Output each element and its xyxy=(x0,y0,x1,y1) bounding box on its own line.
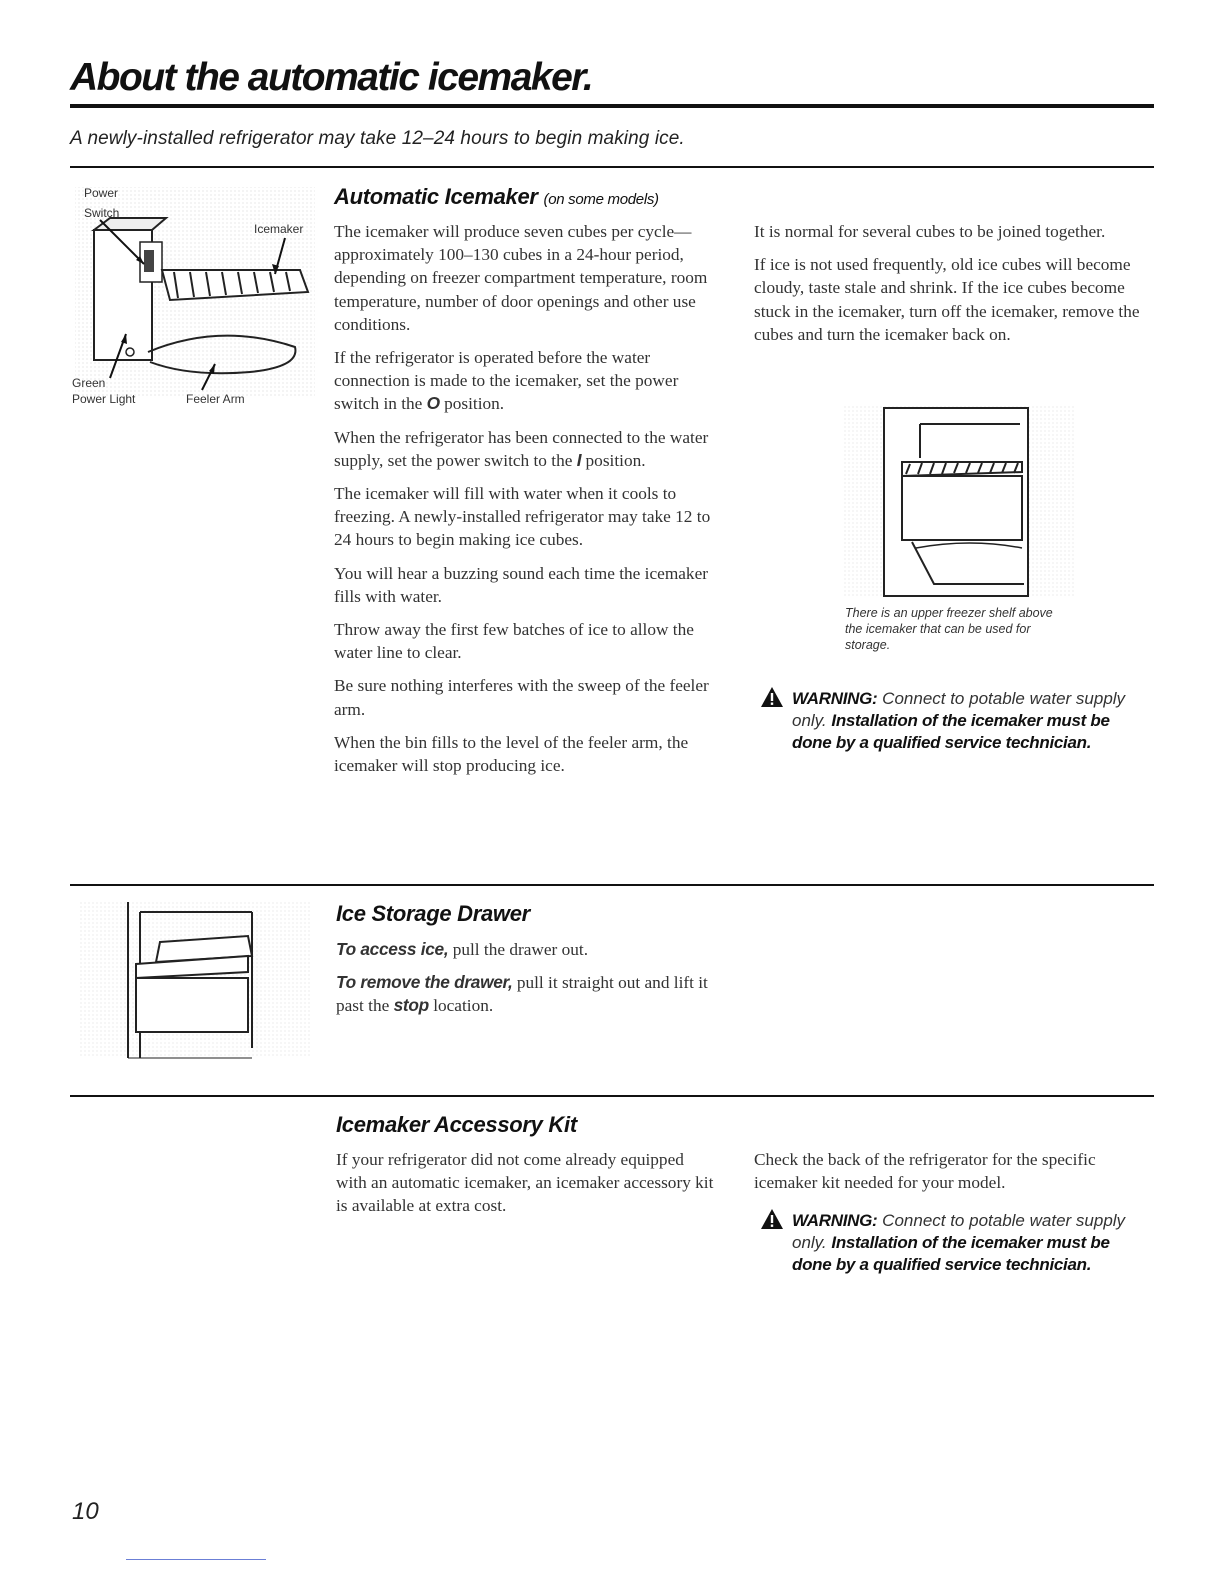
warning-label-1: WARNING: xyxy=(792,689,878,708)
automatic-p7: Be sure nothing interferes with the sweep of the feeler arm. xyxy=(334,676,709,719)
automatic-right-column xyxy=(754,220,1149,356)
drawer-line-1 xyxy=(336,938,716,961)
automatic-p3 xyxy=(334,426,714,472)
section-rule-1 xyxy=(70,166,1154,168)
warning-bold-2: Installation of the icemaker must be done by a qualified service technician. xyxy=(792,1233,1110,1274)
drawer-l1-rest: pull the drawer out. xyxy=(448,940,589,959)
page-subtitle: A newly-installed refrigerator may take 12–24 hours to begin making ice. xyxy=(70,128,685,149)
automatic-p2-a: If the refrigerator is operated before the water connection is made to the icemaker, set the power switch in the xyxy=(334,348,679,414)
drawer-line-2 xyxy=(336,971,716,1017)
label-icemaker: Icemaker xyxy=(254,222,304,236)
warning-triangle-icon xyxy=(760,1208,784,1230)
freezer-shelf-illustration xyxy=(840,402,1078,602)
drawer-l2-stop: stop xyxy=(393,995,429,1016)
automatic-left-column xyxy=(334,220,714,787)
icemaker-figure xyxy=(70,182,320,422)
ice-storage-body xyxy=(336,938,716,1028)
label-power: Power xyxy=(84,186,119,200)
automatic-p3-a: When the refrigerator has been connected to the water supply, set the power switch to the xyxy=(334,427,709,470)
automatic-p6: Throw away the first few batches of ice to allow the water line to clear. xyxy=(334,620,694,663)
warning-icon-1 xyxy=(760,686,784,713)
drawer-l1-bold: To access ice, xyxy=(336,939,449,959)
warning-triangle-icon xyxy=(760,686,784,708)
label-switch: Switch xyxy=(84,206,120,220)
automatic-p2 xyxy=(334,346,714,416)
automatic-icemaker-heading xyxy=(334,184,659,210)
ice-storage-heading: Ice Storage Drawer xyxy=(336,901,530,926)
ice-drawer-figure xyxy=(76,898,312,1060)
warning-bold-1: Installation of the icemaker must be done by a qualified service technician. xyxy=(792,711,1110,752)
warning-text-1 xyxy=(792,688,1137,754)
position-i: I xyxy=(576,449,582,470)
drawer-l2-bold: To remove the drawer, xyxy=(336,972,513,993)
automatic-p1: The icemaker will produce seven cubes per cycle—approximately 100–130 cubes in a 24-hour period, depending on freezer compartment temperature, room temperature, number of door openings and other use conditions. xyxy=(334,222,708,334)
kit-left-column xyxy=(336,1148,716,1228)
freezer-shelf-figure xyxy=(840,402,1078,602)
drawer-l2-end: location. xyxy=(428,996,494,1016)
automatic-p3-c: position. xyxy=(581,450,646,470)
automatic-r1: It is normal for several cubes to be joined together. xyxy=(754,222,1106,241)
page-number: 10 xyxy=(72,1498,99,1525)
kit-right-column xyxy=(754,1148,1154,1204)
label-power-light: Power Light xyxy=(72,392,136,406)
drawer-l2-rest: pull it straight out and lift it past the xyxy=(336,973,708,1016)
accessory-kit-heading: Icemaker Accessory Kit xyxy=(336,1112,577,1137)
kit-p1: If your refrigerator did not come already equipped with an automatic icemaker, an icemaker accessory kit is available at extra cost. xyxy=(336,1150,714,1216)
position-o: O xyxy=(426,393,440,414)
label-feeler-arm: Feeler Arm xyxy=(186,392,245,406)
title-rule xyxy=(70,104,1154,108)
automatic-r2: If ice is not used frequently, old ice cubes will become cloudy, taste stale and shrink. If the ice cubes become stuck in the icemaker, turn off the icemaker, remove the cubes and turn the icemaker back on. xyxy=(754,255,1140,344)
warning-text-2 xyxy=(792,1210,1137,1276)
label-green: Green xyxy=(72,376,106,390)
warning-label-2: WARNING: xyxy=(792,1211,878,1230)
automatic-p2-c: position. xyxy=(439,394,505,414)
ice-drawer-illustration xyxy=(76,898,312,1060)
warning-normal-1: Connect to potable water supply only. xyxy=(792,689,1126,730)
warning-icon-2 xyxy=(760,1208,784,1235)
automatic-p8: When the bin fills to the level of the feeler arm, the icemaker will stop producing ice. xyxy=(334,732,689,776)
automatic-heading-note: (on some models) xyxy=(543,191,659,208)
automatic-p4: The icemaker will fill with water when it cools to freezing. A newly-installed refrigerator may take 12 to 24 hours to begin making ice cubes. xyxy=(334,484,711,550)
footer-line xyxy=(126,1559,266,1560)
section-rule-3 xyxy=(70,1095,1154,1097)
automatic-p5: You will hear a buzzing sound each time the icemaker fills with water. xyxy=(334,563,708,606)
section-rule-2 xyxy=(70,884,1154,886)
warning-normal-2: Connect to potable water supply only. xyxy=(792,1211,1126,1252)
page-title: About the automatic icemaker. xyxy=(70,56,593,99)
automatic-heading-text: Automatic Icemaker xyxy=(334,184,538,209)
kit-p2: Check the back of the refrigerator for the specific icemaker kit needed for your model. xyxy=(754,1150,1096,1193)
freezer-shelf-caption: There is an upper freezer shelf above the icemaker that can be used for storage. xyxy=(845,606,1053,652)
